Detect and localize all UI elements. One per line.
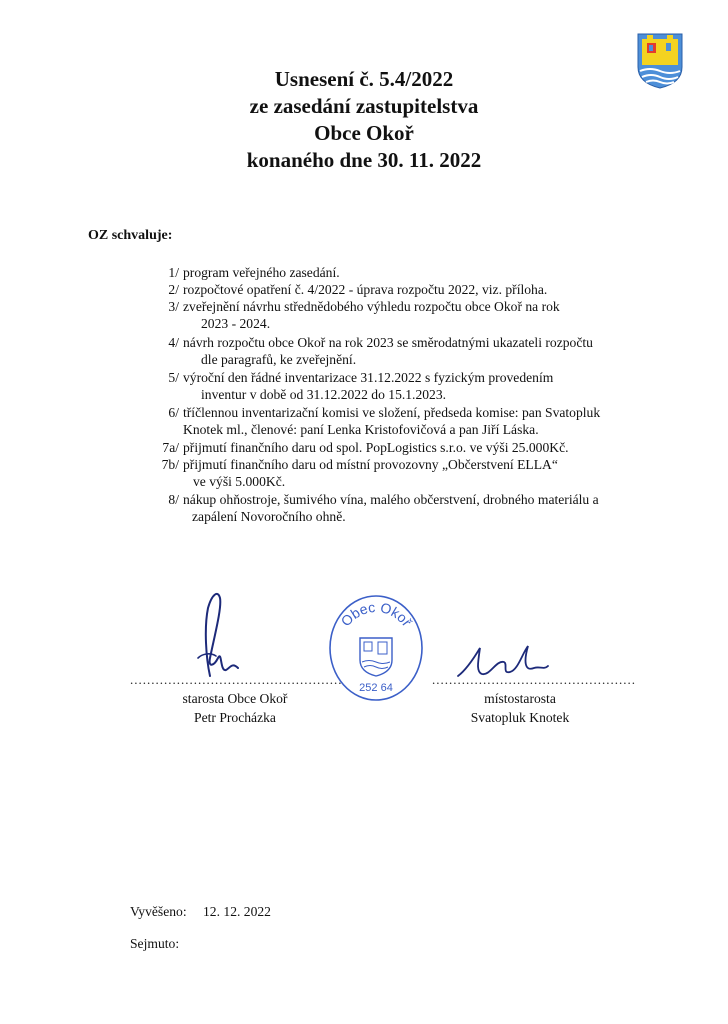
item-text-continued: Knotek ml., členové: paní Lenka Kristofovičová a pan Jiří Láska. (183, 422, 539, 437)
item-text: nákup ohňostroje, šumivého vína, malého občerstvení, drobného materiálu a (183, 492, 599, 507)
stamp-text: Obec Okoř (337, 598, 416, 630)
signature-line: .................................................. (130, 672, 343, 687)
item-number: 3/ (168, 299, 179, 314)
item-text: rozpočtové opatření č. 4/2022 - úprava rozpočtu 2022, viz. příloha. (183, 282, 548, 297)
mayor-signature (188, 588, 268, 684)
official-stamp (328, 594, 424, 702)
item-text: tříčlennou inventarizační komisi ve složení, předseda komise: pan Svatopluk (183, 405, 601, 420)
item-text: přijmutí finančního daru od spol. PopLogistics s.r.o. ve výši 25.000Kč. (183, 440, 569, 455)
meeting-date: konaného dne 30. 11. 2022 (246, 148, 482, 172)
item-text-continued: inventur v době od 31.12.2022 do 15.1.2023. (201, 387, 447, 402)
item-number: 6/ (168, 405, 179, 420)
item-text: přijmutí finančního daru od místní provozovny „Občerstvení ELLA“ (183, 457, 558, 472)
svg-text:Obec Okoř (337, 599, 415, 630)
resolution-number: Usnesení č. 5.4/2022 (274, 67, 454, 91)
mayor-role: starosta Obce Okoř (182, 691, 288, 706)
item-text-continued: dle paragrafů, ke zveřejnění. (201, 352, 357, 367)
posted-date: 12. 12. 2022 (203, 904, 271, 919)
item-number: 2/ (168, 282, 179, 297)
item-number: 5/ (168, 370, 179, 385)
item-text: výroční den řádné inventarizace 31.12.2022 s fyzickým provedením (183, 370, 554, 385)
item-number: 4/ (168, 335, 179, 350)
item-text-continued: 2023 - 2024. (201, 316, 271, 331)
section-label: OZ schvaluje: (88, 228, 173, 243)
meeting-subtitle: ze zasedání zastupitelstva (249, 94, 479, 118)
municipality-name: Obce Okoř (314, 121, 414, 145)
item-text-continued: ve výši 5.000Kč. (193, 474, 286, 489)
deputy-mayor-name: Svatopluk Knotek (470, 710, 570, 725)
item-number: 8/ (168, 492, 179, 507)
item-text: program veřejného zasedání. (183, 265, 340, 280)
item-text-continued: zapálení Novoročního ohně. (192, 509, 346, 524)
item-number: 7b/ (161, 457, 179, 472)
posted-label: Vyvěšeno: (130, 904, 187, 919)
item-number: 1/ (168, 265, 179, 280)
deputy-mayor-role: místostarosta (484, 691, 556, 706)
stamp-code: 252 64 (359, 682, 393, 694)
item-number: 7a/ (162, 440, 179, 455)
signature-line: ................................................ (432, 672, 636, 687)
item-text: návrh rozpočtu obce Okoř na rok 2023 se směrodatnými ukazateli rozpočtu (183, 335, 593, 350)
removed-label: Sejmuto: (130, 936, 180, 951)
item-text: zveřejnění návrhu střednědobého výhledu rozpočtu obce Okoř na rok (183, 299, 560, 314)
mayor-name: Petr Procházka (194, 710, 276, 725)
